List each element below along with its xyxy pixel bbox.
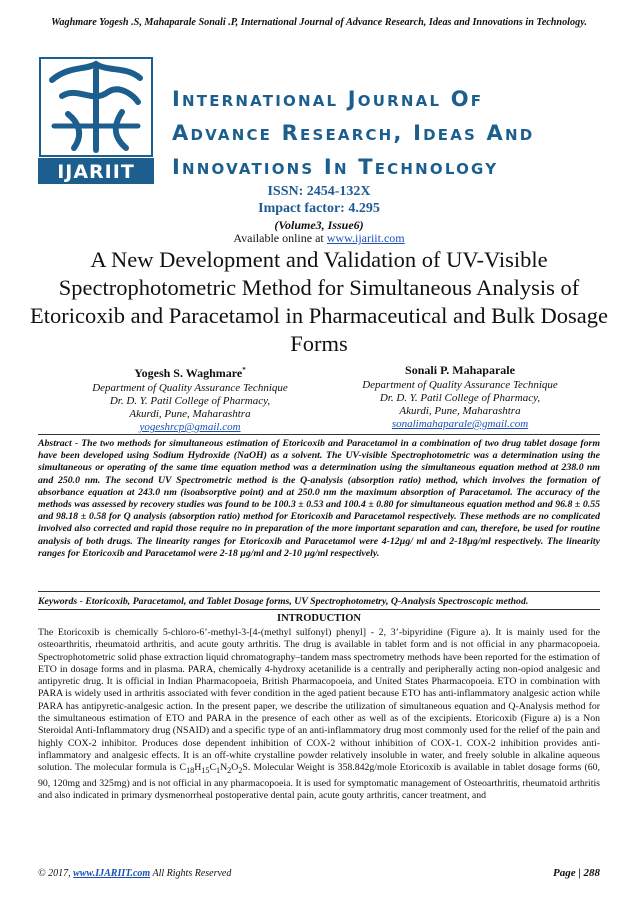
author-name: Yogesh S. Waghmare* — [134, 366, 246, 380]
footer-copyright: © 2017, www.IJARIIT.com All Rights Reserved — [38, 868, 232, 879]
author-block-2 — [330, 364, 590, 431]
volume-issue: (Volume3, Issue6) — [274, 218, 364, 232]
divider-top — [38, 434, 600, 435]
journal-name-line-3: Innovations In Technology — [172, 155, 499, 179]
available-online-prefix: Available online at — [233, 231, 327, 245]
author-college: Dr. D. Y. Patil College of Pharmacy, — [379, 392, 541, 404]
journal-banner — [38, 56, 600, 184]
author-location: Akurdi, Pune, Maharashtra — [129, 408, 251, 420]
journal-name — [172, 82, 602, 184]
footer-site-link[interactable]: www.IJARIIT.com — [73, 868, 151, 879]
author-location: Akurdi, Pune, Maharashtra — [399, 405, 521, 417]
author-name: Sonali P. Mahaparale — [405, 363, 515, 377]
page-number: Page | 288 — [552, 867, 600, 879]
author-email-link[interactable]: yogeshrcp@gmail.com — [139, 421, 241, 433]
available-online — [0, 231, 638, 246]
issn: ISSN: 2454-132X — [267, 184, 371, 199]
impact-factor: Impact factor: 4.295 — [258, 201, 380, 216]
logo-text: IJARIIT — [57, 161, 135, 183]
running-head: Waghmare Yogesh .S, Mahaparale Sonali .P, International Journal of Advance Research, Ideas and Innovations in Technology. — [51, 17, 587, 28]
section-heading-introduction: INTRODUCTION — [276, 613, 361, 624]
journal-logo — [38, 56, 154, 184]
corresponding-mark: * — [242, 366, 246, 374]
paper-title: A New Development and Validation of UV-Visible Spectrophotometric Method for Simultaneous Analysis of Etoricoxib and Paracetamol in Pharmaceutical and Bulk Dosage Forms — [30, 247, 608, 356]
divider-bottom — [38, 609, 600, 610]
keywords: Keywords - Etoricoxib, Paracetamol, and Tablet Dosage forms, UV Spectrophotometry, Q-Analysis Spectroscopic method. — [38, 596, 529, 607]
author-block-1 — [60, 364, 320, 434]
divider-mid — [38, 591, 600, 592]
author-email-link[interactable]: sonalimahaparale@gmail.com — [391, 418, 529, 430]
journal-name-line-1: International Journal Of — [172, 87, 484, 111]
author-department: Department of Quality Assurance Technique — [92, 382, 288, 394]
abstract: Abstract - The two methods for simultaneous estimation of Etoricoxib and Paracetamol in a combination of two drug tablet dosage form have been developed using Sodium Hydroxide (NaOH) as a solvent. The UV-visible Spectrophotometric was a determination using the simultaneous or operating of the same time equation method was a determination using the simultaneous equation method at 238.0 nm and 250.0 nm. The second UV Spectrometric method is the Q-analysis (absorption ratio) method, which involves the formation of absorbance equation at 243.0 nm (isoabsorptive point) and at 250.0 nm the maximum absorption of Paracetamol. The accuracy of the methods was assessed by recovery studies was found to be 100.3 ± 0.53 and 100.4 ± 0.80 for simultaneous equation method and 96.8 ± 0.55 and 98.18 ± 0.58 for Q analysis (absorption ratio) method for Etoricoxib and Paracetamol respectively. These methods are no complicated involved also corrected and rapid those require no in preparation of the more important separation and can, therefore, be used for routine analysis of both drugs. The linearity ranges for Etoricoxib and Paracetamol were 4-12µg/ ml and 2-18µg/ml respectively. The linearity ranges for Etoricoxib and Paracetamol were 2-18 µg/ml and 2-10 µg/ml respectively. — [38, 438, 600, 559]
author-department: Department of Quality Assurance Technique — [362, 379, 558, 391]
introduction-text: The Etoricoxib is chemically 5-chloro-6’-methyl-3-[4-(methyl sulfonyl) phenyl] - 2, 3’-bipyridine (Figure a). It is mainly used for the osteoarthritis, rheumatoid arthritis, and acute gouty arthritis. The drug is available in tablet form and is not official in any pharmacopoeia. Spectrophotometric solid phase extraction liquid chromatography–tandem mass spectrometry methods have been reported for the estimation of ETO in dosage forms and in plasma. PARA, chemically 4-hydroxy acetanilide is a centrally and peripherally acting non-opiod analgesic and antipyretic drug. It is official in Indian Pharmacopoeia, British Pharmacopoeia, and United States Pharmacopoeia. ETO in combination with PARA is widely used in arthritis associated with fever condition in the aged patient because ETO has anti-inflammatory analgesic action while PARA has antipyretic-analgesic action. In the present paper, we describe the utilization of simultaneous equation and Q-Analysis method for the simultaneous estimation of ETO and PARA in the presence of each other as well as of the excipients. Etoricoxib (Figure a) is a Non Steroidal Anti-Inflammatory drug (NSAID) and a specific type of an anti-inflammatory drug most commonly used for the relief of the pain and highly COX-2 inhibitor. Produces dose dependent inhibition of COX-2 without inhibition of COX-1. COX-2 inhibition provides anti-inflammatory and analgesic effects. It is an off-white crystalline powder relatively insoluble in water, and freely soluble in alkaline aqueous solution. The molecular formula is $C_{18}H_{15}C_1N_2O_2S$. Molecular Weight is 358.842g/mole Etoricoxib is available in tablet dosage forms (60, 90, 120mg and 325mg) and is not official in any pharmacopoeia. It is used for symptomatic management of Osteoarthritis, rheumatoid arthritis and also indicated in primary dysmenorrheal postoperative dental pain, acute gouty arthritis, cancer treatment, and — [38, 627, 600, 801]
journal-name-line-2: Advance Research, Ideas And — [172, 121, 535, 145]
author-college: Dr. D. Y. Patil College of Pharmacy, — [109, 395, 271, 407]
journal-website-link[interactable]: www.ijariit.com — [326, 231, 405, 245]
